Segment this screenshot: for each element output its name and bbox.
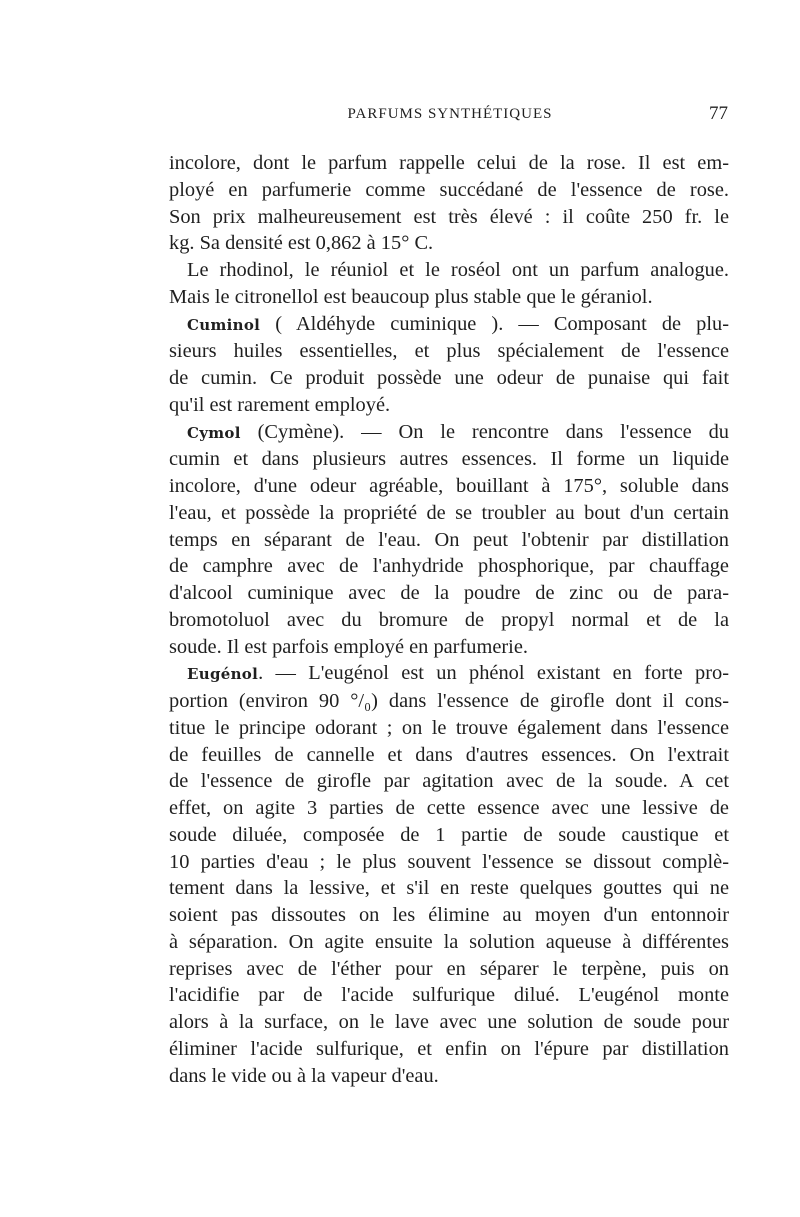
text-line: incolore, dont le parfum rappelle celui de la rose. Il est em- [169,152,729,174]
text-line: éliminer l'acide sulfurique, et enfin on l'épure par distillation [169,1037,729,1060]
text-line: ployé en parfumerie comme succédané de l'essence de rose. [169,178,729,201]
text-line: l'eau, et possède la propriété de se troubler au bout d'un certain [169,501,729,524]
text-fragment: ( Aldéhyde cuminique ). — Composant de plu- [260,312,729,335]
text-line: tement dans la lessive, et s'il en reste quelques gouttes qui ne [169,877,729,900]
text-line: bromotoluol avec du bromure de propyl normal et de la [169,608,729,631]
entry-term-eugenol: Eugénol [187,665,259,684]
paragraph-rhodinol [169,257,729,311]
text-line: alors à la surface, on le lave avec une solution de soude pour [169,1011,729,1033]
text-line: à séparation. On agite ensuite la solution aqueuse à différentes [169,930,729,953]
entry-term-cymol: Cymol [187,423,241,442]
text-line: reprises avec de l'éther pour en séparer le terpène, puis on [169,957,729,980]
text-line: Mais le citronellol est beaucoup plus stable que le géraniol. [169,285,653,308]
text-line: soude diluée, composée de 1 partie de soude caustique et [169,823,729,846]
text-line: dans le vide ou à la vapeur d'eau. [169,1064,439,1087]
text-line: soude. Il est parfois employé en parfumerie. [169,635,528,658]
text-line: Le rhodinol, le réuniol et le roséol ont un parfum analogue. [187,259,729,281]
text-line: titue le principe odorant ; on le trouve également dans l'essence [169,716,729,739]
text-line: 10 parties d'eau ; le plus souvent l'essence se dissout complè- [169,850,729,873]
text-line: kg. Sa densité est 0,862 à 15° C. [169,232,434,255]
running-head [172,103,728,130]
paragraph-cuminol [169,311,729,419]
text-line: sieurs huiles essentielles, et plus spécialement de l'essence [169,340,729,363]
text-line [169,311,729,339]
paragraph-cymol [169,419,729,661]
text-line: l'acidifie par de l'acide sulfurique dilué. L'eugénol monte [169,984,729,1007]
entry-term-cuminol: Cuminol [187,315,261,334]
text-line [169,660,729,688]
page-number: 77 [709,103,728,124]
text-line: de l'essence de girofle par agitation avec de la soude. A cet [169,770,729,793]
text-fragment: (Cymène). — On le rencontre dans l'essence du [240,420,729,443]
text-line: d'alcool cuminique avec de la poudre de zinc ou de para- [169,582,729,604]
text-line: incolore, d'une odeur agréable, bouillant à 175°, soluble dans [169,475,729,497]
body-text [169,150,729,1089]
text-line: effet, on agite 3 parties de cette essence avec une lessive de [169,797,729,819]
paragraph-eugenol [169,660,729,1089]
text-line: de camphre avec de l'anhydride phosphorique, par chauffage [169,555,729,578]
text-line: portion (environ 90 °/₀) dans l'essence de girofle dont il cons- [169,690,729,712]
text-line [169,419,729,447]
text-line: cumin et dans plusieurs autres essences. Il forme un liquide [169,448,729,471]
text-line: qu'il est rarement employé. [169,393,391,416]
text-line: de feuilles de cannelle et dans d'autres essences. On l'extrait [169,743,729,766]
text-line: Son prix malheureusement est très élevé : il coûte 250 fr. le [169,205,729,228]
text-line: de cumin. Ce produit possède une odeur de punaise qui fait [169,367,729,389]
running-title: PARFUMS SYNTHÉTIQUES [347,106,553,122]
text-line: temps en séparant de l'eau. On peut l'obtenir par distillation [169,528,729,551]
text-fragment: . — L'eugénol est un phénol existant en forte pro- [258,662,729,685]
paragraph-continuation [169,150,729,257]
text-line: soient pas dissoutes on les élimine au moyen d'un entonnoir [169,904,729,926]
